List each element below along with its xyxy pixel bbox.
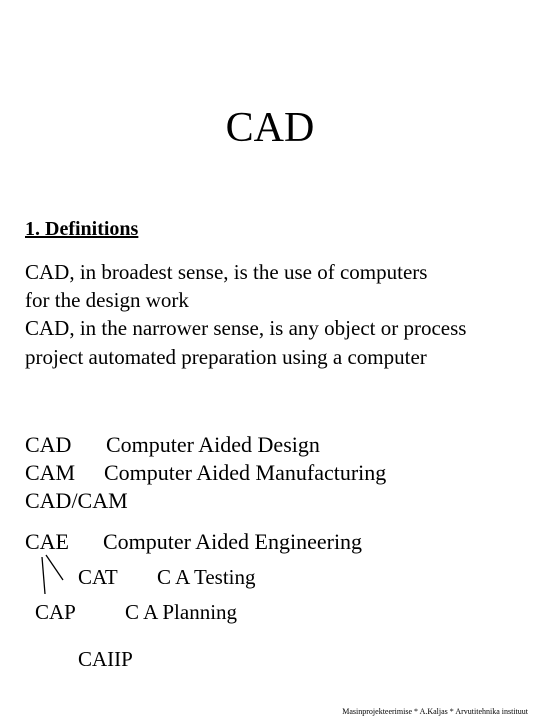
term-cae-abbr: CAE [25, 529, 69, 554]
term-cat-full: C A Testing [157, 565, 256, 589]
term-cam-abbr: CAM [25, 460, 76, 485]
term-cae-full: Computer Aided Engineering [103, 529, 363, 554]
slide-title: CAD [225, 105, 315, 151]
definition-line-4: project automated preparation using a computer [25, 345, 427, 369]
definition-line-2: for the design work [25, 288, 189, 312]
term-cat-abbr: CAT [78, 565, 118, 589]
term-cap-full: C A Planning [125, 600, 238, 624]
connector-cae-cat [46, 555, 63, 580]
term-cadcam-abbr: CAD/CAM [25, 488, 128, 513]
term-cad-abbr: CAD [25, 432, 72, 457]
term-cap-abbr: CAP [35, 600, 76, 624]
term-cad-full: Computer Aided Design [106, 432, 320, 457]
definition-line-3: CAD, in the narrower sense, is any object or process [25, 316, 467, 340]
definition-line-1: CAD, in broadest sense, is the use of computers [25, 260, 428, 284]
connector-cae-cap [42, 557, 45, 594]
section-heading: 1. Definitions [25, 218, 139, 240]
term-caiip-abbr: CAIIP [78, 647, 133, 671]
term-cam-full: Computer Aided Manufacturing [104, 460, 387, 485]
footer-text: Masinprojekteerimise * A.Kaljas * Arvutitehnika instituut [342, 707, 528, 716]
